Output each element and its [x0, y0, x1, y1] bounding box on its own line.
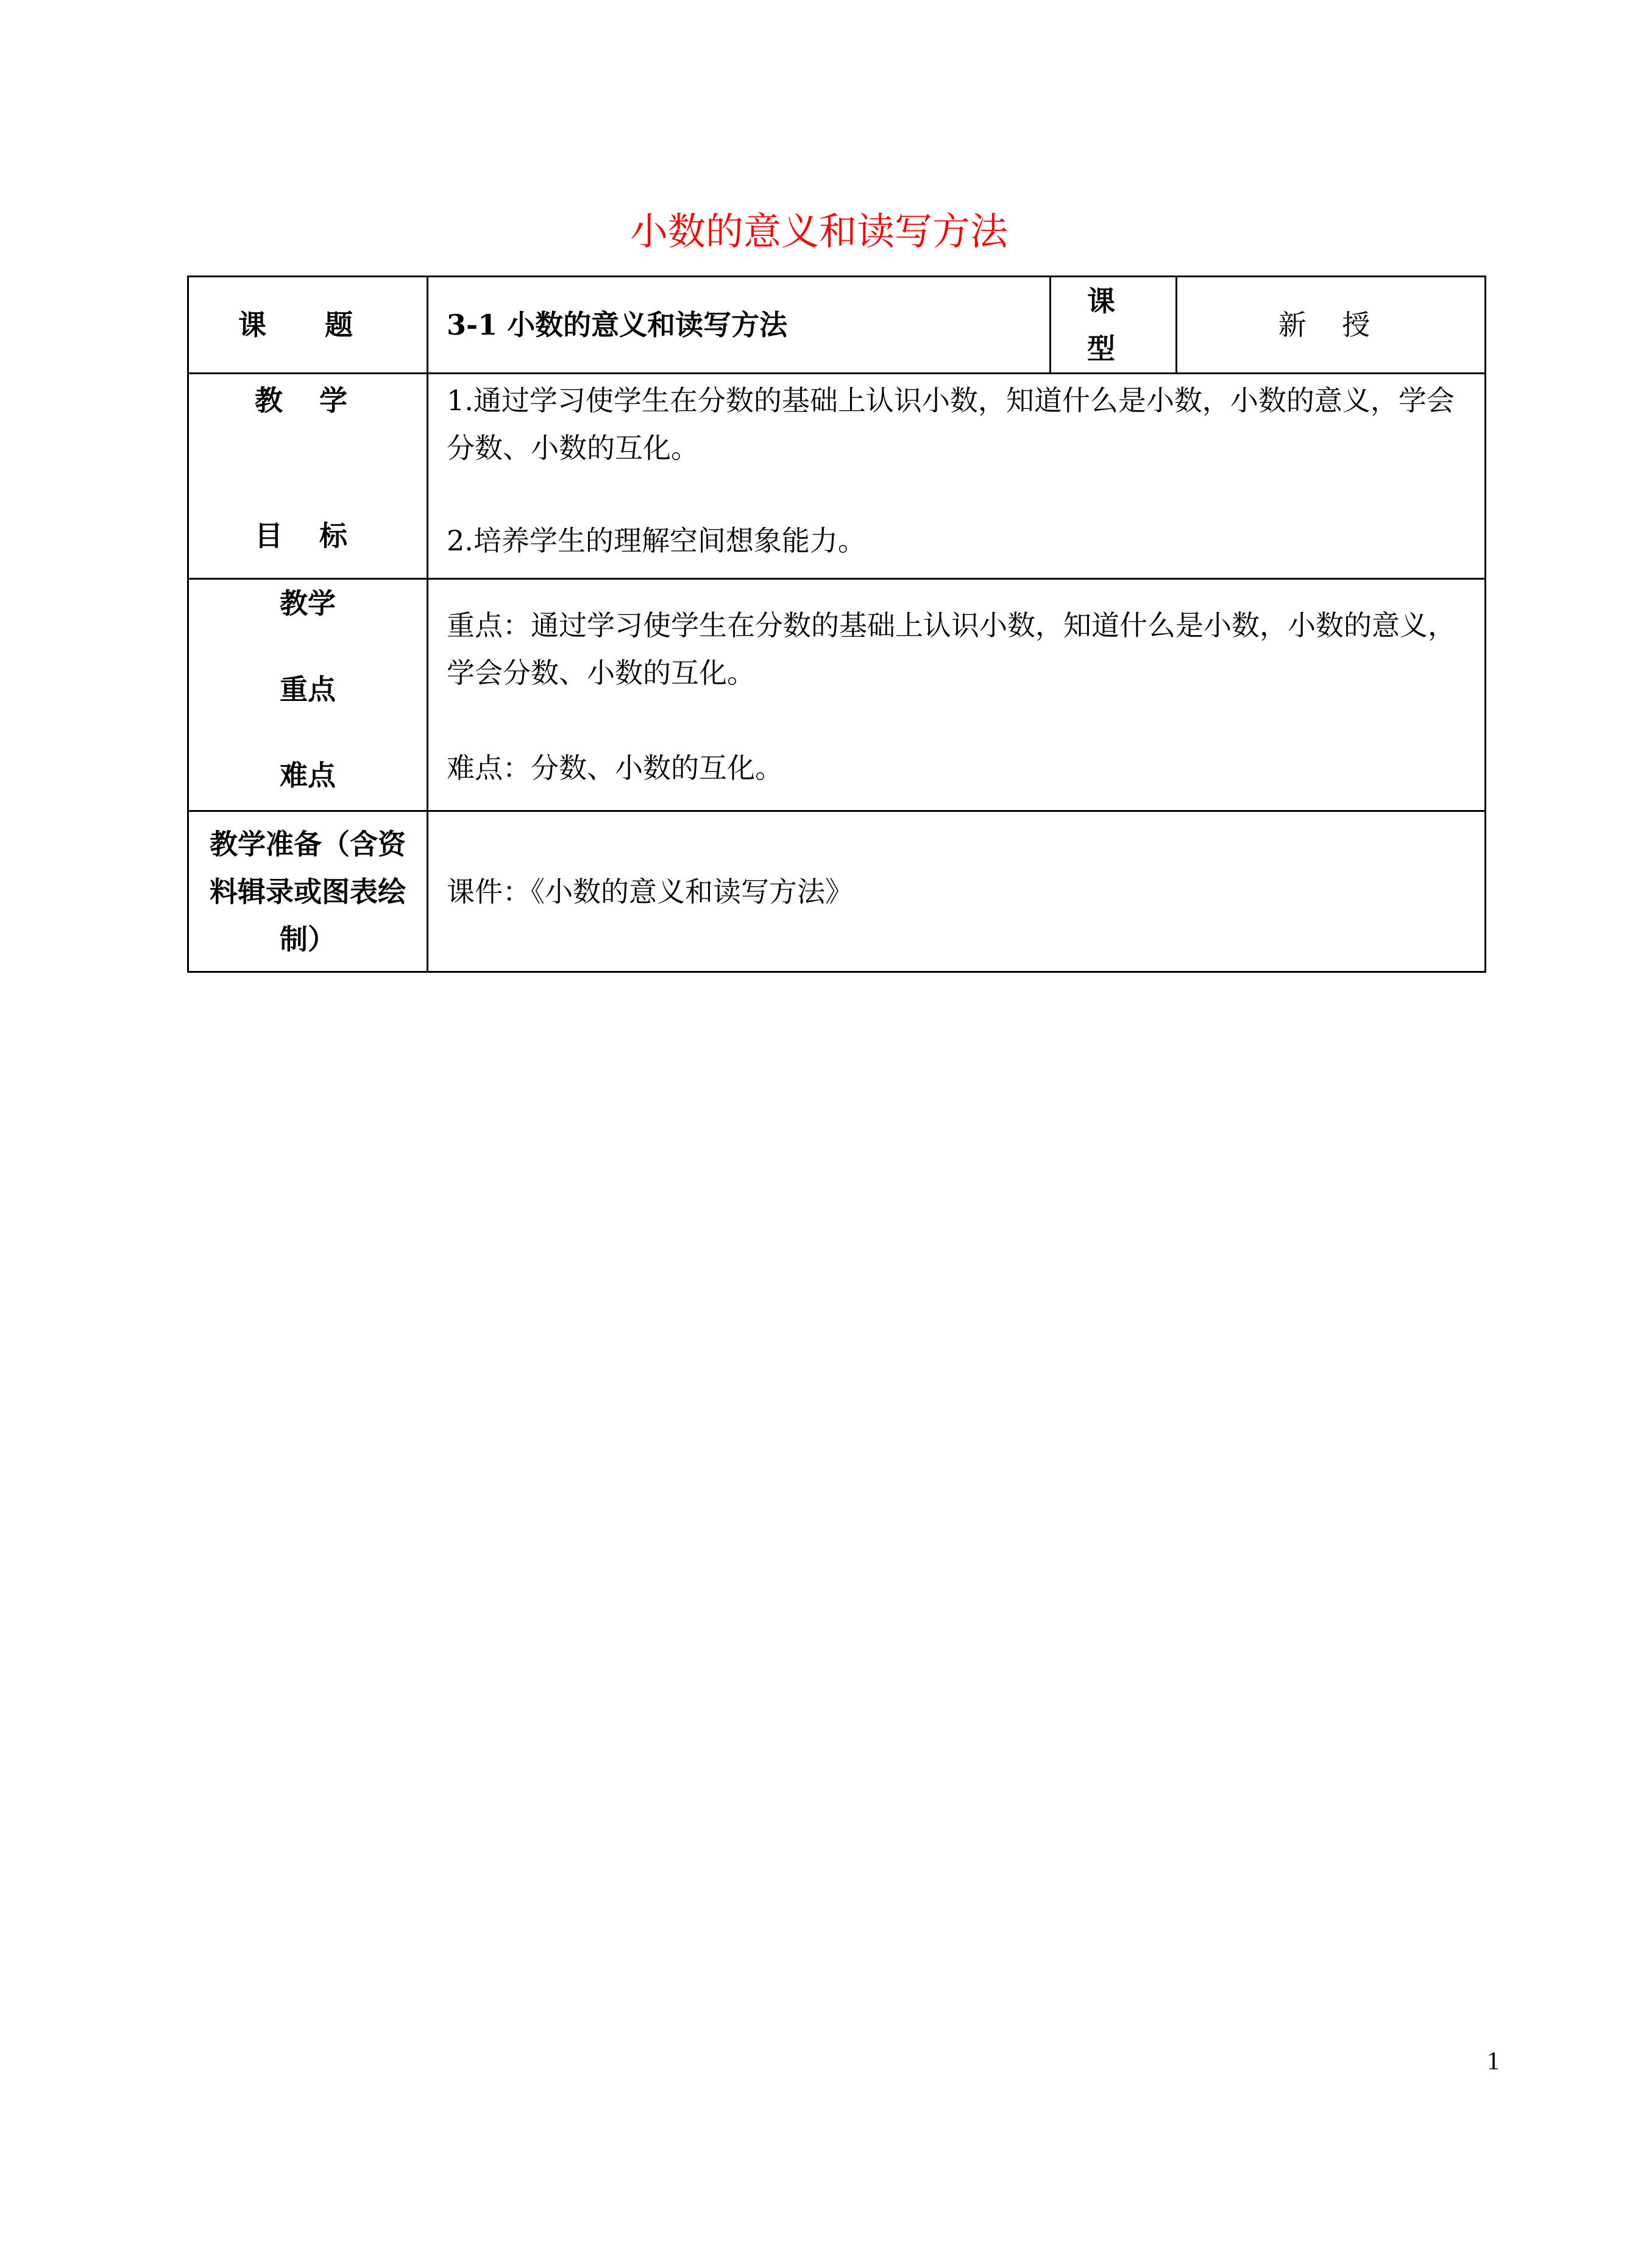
focus-label-2: 重点 [280, 673, 336, 706]
focus-label-3: 难点 [280, 759, 336, 792]
page-number: 1 [1487, 2047, 1500, 2075]
row-focus [188, 579, 1486, 811]
row-topic [188, 277, 1486, 374]
type-value-cell [1177, 277, 1486, 374]
prep-label-cell [188, 811, 428, 972]
topic-label: 课 题 [238, 308, 377, 341]
type-label-cell [1051, 277, 1177, 374]
focus-content-cell [428, 579, 1486, 811]
prep-label: 教学准备（含资料辑录或图表绘制） [210, 827, 406, 956]
goals-label-cell [188, 374, 428, 579]
topic-value-cell [428, 277, 1051, 374]
key-point-text: 重点：通过学习使学生在分数的基础上认识小数，知道什么是小数，小数的意义，学会分数、小数的互化。 [447, 609, 1456, 689]
prep-value: 课件：《小数的意义和读写方法》 [447, 875, 853, 908]
goal-item-2: 2.培养学生的理解空间想象能力。 [447, 524, 866, 557]
prep-content-cell [428, 811, 1486, 972]
focus-label-cell [188, 579, 428, 811]
focus-label-1: 教学 [280, 587, 336, 620]
type-label: 课 型 [1087, 285, 1140, 365]
lesson-plan-table [187, 276, 1486, 973]
row-prep [188, 811, 1486, 972]
type-value: 新 授 [1278, 308, 1384, 341]
topic-value: 3-1 小数的意义和读写方法 [447, 308, 788, 341]
document-title: 小数的意义和读写方法 [629, 209, 1008, 254]
goal-item-1: 1.通过学习使学生在分数的基础上认识小数，知道什么是小数，小数的意义，学会分数、小数的互化。 [447, 384, 1455, 464]
goals-content-cell [428, 374, 1486, 579]
row-goals [188, 374, 1486, 579]
topic-label-cell [188, 277, 428, 374]
goals-label-bottom: 目 标 [254, 519, 361, 552]
difficulty-text: 难点：分数、小数的互化。 [447, 752, 783, 784]
goals-label-top: 教 学 [254, 384, 361, 417]
